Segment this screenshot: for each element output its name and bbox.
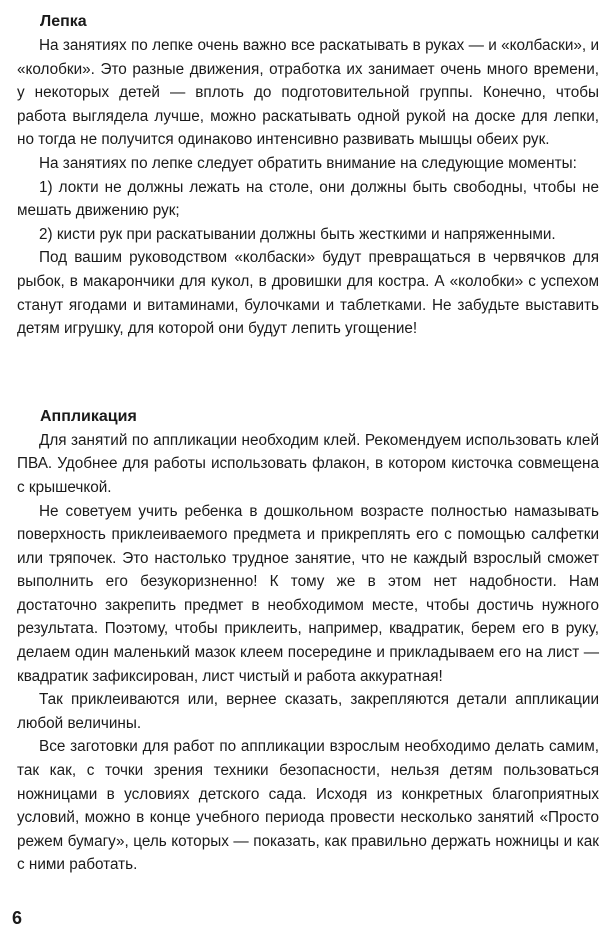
page-content [17,10,599,877]
paragraph: Все заготовки для работ по аппликации взрослым необходимо делать самим, так как, с точки зрения техники безопасности, нельзя детям пользоваться ножницами в условиях детского сада. Исходя из конкретных благоприятных условий, можно в конце учебного периода провести несколько занятий «Просто режем бумагу», цель которых — показать, как правильно держать ножницы и как с ними работать. [17,738,599,874]
section-title: Лепка [40,13,87,30]
paragraph: Для занятий по аппликации необходим клей. Рекомендуем использовать клей ПВА. Удобнее для работы использовать флакон, в котором кисточка совмещена с крышечкой. [17,431,599,496]
paragraph: На занятиях по лепке следует обратить внимание на следующие моменты: [39,154,577,172]
paragraph: Так приклеиваются или, вернее сказать, закрепляются детали аппликации любой величины. [17,691,599,732]
paragraph: На занятиях по лепке очень важно все раскатывать в руках — и «колбаски», и «колобки». Это разные движения, отработка их занимает очень много времени, у некоторых детей — вплоть до подготовительной группы. Конечно, чтобы работа выглядела лучше, можно раскатывать одной рукой на доске для лепки, но тогда не получится одинаково интенсивно развивать мышцы обеих рук. [17,37,599,149]
section-spacer [17,341,599,405]
section-title: Аппликация [40,407,137,425]
section-lepka [17,10,599,341]
list-item: 1) локти не должны лежать на столе, они должны быть свободны, чтобы не мешать движению рук; [17,178,599,220]
paragraph: Под вашим руководством «колбаски» будут превращаться в червячков для рыбок, в макарончики для кукол, в дровишки для костра. А «колобки» с успехом станут ягодами и витаминами, булочками и таблетками. Не забудьте выставить детям игрушку, для которой они будут лепить угощение! [17,249,599,338]
page-number: 6 [12,908,23,928]
paragraph: Не советуем учить ребенка в дошкольном возрасте полностью намазывать поверхность приклеиваемого предмета и прикреплять его с помощью салфетки или тряпочек. Это настолько трудное занятие, что не каждый взрослый сможет выполнить его безукоризненно! К тому же в этом нет надобности. Нам достаточно закрепить предмет в необходимом месте, чтобы достичь нужного результата. Поэтому, чтобы приклеить, например, квадратик, берем его в руку, делаем один маленький мазок клеем посередине и прикладываем его на лист — квадратик зафиксирован, лист чистый и работа аккуратная! [17,502,599,685]
section-applikatsiya [17,405,599,877]
list-item: 2) кисти рук при раскатывании должны быть жесткими и напряженными. [39,225,556,243]
